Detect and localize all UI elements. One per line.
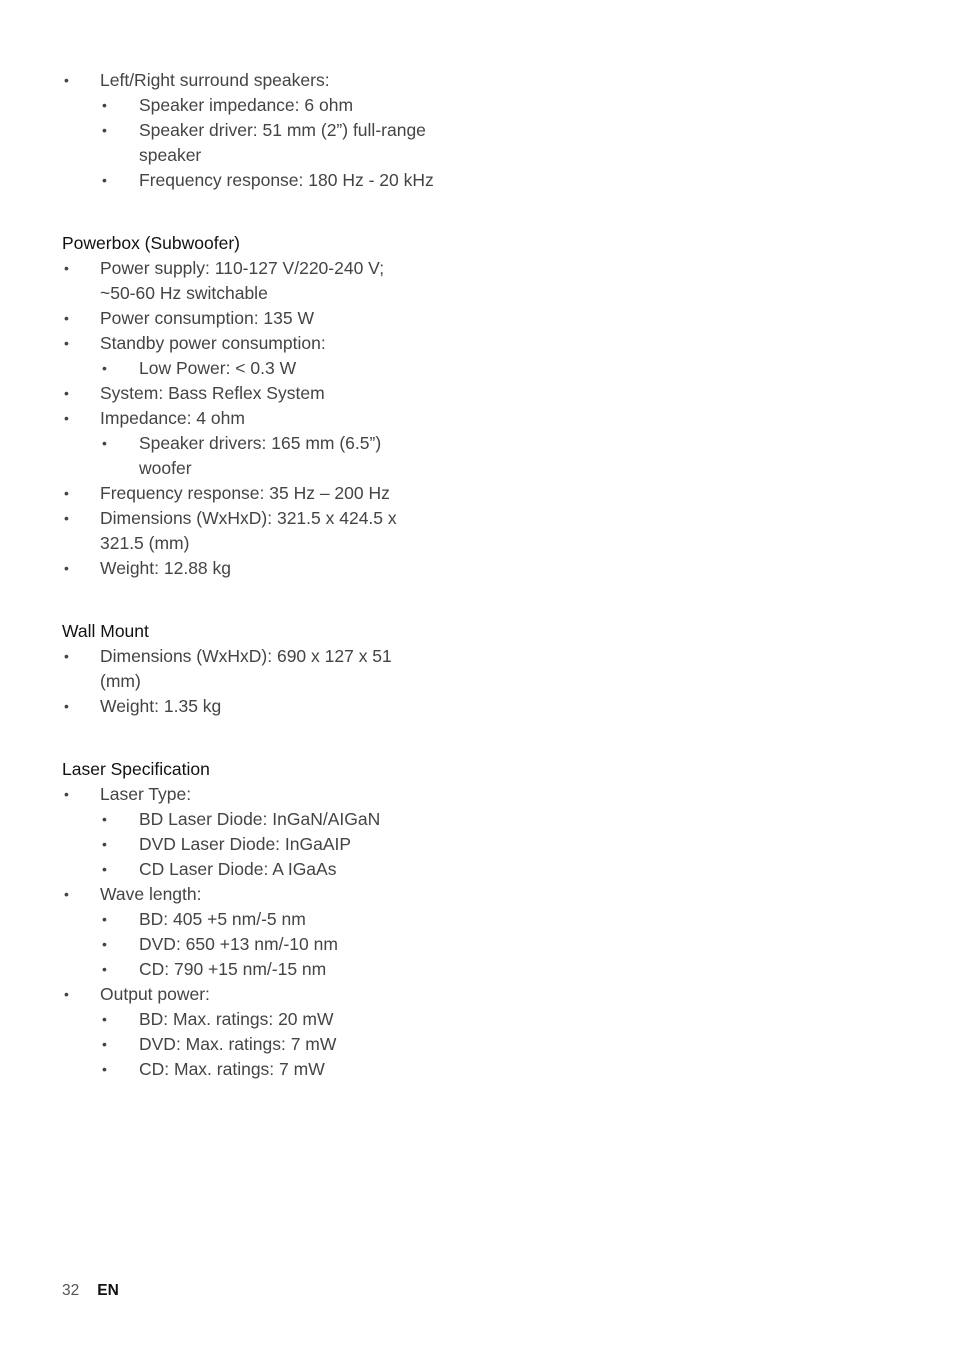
section-heading: Powerbox (Subwoofer) (62, 233, 240, 253)
spec-sublist (62, 1007, 462, 1082)
spec-item-text (62, 807, 462, 832)
spec-subitem (62, 118, 462, 168)
spec-item-text (62, 168, 462, 193)
spec-line: Impedance: 4 ohm (100, 408, 245, 428)
spec-item-text (62, 907, 462, 932)
spec-subitem (62, 1057, 462, 1082)
spec-item-text (62, 356, 462, 381)
spec-line: CD: Max. ratings: 7 mW (139, 1059, 325, 1079)
spec-line: speaker (139, 145, 202, 165)
spec-item-text (62, 556, 462, 581)
spec-line: Frequency response: 180 Hz - 20 kHz (139, 170, 434, 190)
spec-subitem (62, 431, 462, 481)
spec-item-text (62, 1032, 462, 1057)
spec-item (62, 68, 462, 193)
spec-item-text (62, 93, 462, 118)
spec-line: Left/Right surround speakers: (100, 70, 330, 90)
spec-line: Weight: 1.35 kg (100, 696, 222, 716)
bullet-icon: • (102, 122, 107, 138)
bullet-icon: • (64, 698, 69, 714)
spec-item-text (62, 782, 462, 807)
bullet-icon: • (102, 1011, 107, 1027)
bullet-icon: • (102, 861, 107, 877)
bullet-icon: • (64, 72, 69, 88)
spec-sublist (62, 356, 462, 381)
spec-item (62, 481, 462, 506)
page-footer (62, 1280, 119, 1302)
spec-line: Power supply: 110-127 V/220-240 V; (100, 258, 385, 278)
spec-line: woofer (139, 458, 192, 478)
bullet-icon: • (102, 811, 107, 827)
bullet-icon: • (102, 961, 107, 977)
bullet-icon: • (64, 310, 69, 326)
spec-line: Dimensions (WxHxD): 690 x 127 x 51 (100, 646, 392, 666)
spec-line: Speaker impedance: 6 ohm (139, 95, 354, 115)
bullet-icon: • (102, 360, 107, 376)
spec-list (62, 782, 462, 1082)
spec-item-text (62, 857, 462, 882)
bullet-icon: • (102, 435, 107, 451)
spec-sublist (62, 907, 462, 982)
spec-line: Wave length: (100, 884, 202, 904)
spec-item (62, 381, 462, 406)
bullet-icon: • (64, 385, 69, 401)
spec-line: Dimensions (WxHxD): 321.5 x 424.5 x (100, 508, 397, 528)
spec-item (62, 556, 462, 581)
bullet-icon: • (64, 335, 69, 351)
spec-line: BD: 405 +5 nm/-5 nm (139, 909, 306, 929)
bullet-icon: • (102, 1036, 107, 1052)
spec-subitem (62, 1007, 462, 1032)
language-code: EN (97, 1282, 119, 1299)
spec-item-text (62, 832, 462, 857)
spec-item-text (62, 694, 462, 719)
bullet-icon: • (64, 510, 69, 526)
spec-line: DVD Laser Diode: InGaAIP (139, 834, 352, 854)
bullet-icon: • (64, 986, 69, 1002)
spec-line: Frequency response: 35 Hz – 200 Hz (100, 483, 390, 503)
spec-item (62, 406, 462, 481)
spec-subitem (62, 807, 462, 832)
spec-item (62, 694, 462, 719)
spec-subitem (62, 832, 462, 857)
spec-item-text (62, 506, 462, 556)
spec-line: 321.5 (mm) (100, 533, 190, 553)
spec-item-text (62, 932, 462, 957)
bullet-icon: • (102, 172, 107, 188)
spec-section (62, 619, 462, 719)
spec-line: Power consumption: 135 W (100, 308, 314, 328)
bullet-icon: • (64, 260, 69, 276)
spec-subitem (62, 907, 462, 932)
specifications-content (62, 68, 462, 1082)
spec-line: System: Bass Reflex System (100, 383, 325, 403)
bullet-icon: • (102, 911, 107, 927)
section-heading: Wall Mount (62, 621, 149, 641)
spec-item-text (62, 431, 462, 481)
spec-item (62, 882, 462, 982)
spec-item-text (62, 882, 462, 907)
spec-line: Weight: 12.88 kg (100, 558, 232, 578)
bullet-icon: • (102, 1061, 107, 1077)
bullet-icon: • (64, 560, 69, 576)
spec-line: Low Power: < 0.3 W (139, 358, 297, 378)
spec-line: CD Laser Diode: A IGaAs (139, 859, 337, 879)
spec-item (62, 256, 462, 306)
spec-subitem (62, 1032, 462, 1057)
spec-line: Speaker driver: 51 mm (2”) full-range (139, 120, 426, 140)
spec-line: DVD: 650 +13 nm/-10 nm (139, 934, 338, 954)
spec-item (62, 506, 462, 556)
page-number: 32 (62, 1282, 80, 1299)
spec-subitem (62, 356, 462, 381)
spec-line: BD Laser Diode: InGaN/AIGaN (139, 809, 381, 829)
bullet-icon: • (64, 786, 69, 802)
spec-line: CD: 790 +15 nm/-15 nm (139, 959, 327, 979)
spec-list (62, 644, 462, 719)
spec-item-text (62, 957, 462, 982)
spec-item (62, 644, 462, 694)
bullet-icon: • (64, 410, 69, 426)
section-heading: Laser Specification (62, 759, 210, 779)
spec-section (62, 757, 462, 1082)
spec-line: BD: Max. ratings: 20 mW (139, 1009, 334, 1029)
bullet-icon: • (64, 648, 69, 664)
spec-item-text (62, 68, 462, 93)
spec-line: Standby power consumption: (100, 333, 326, 353)
spec-sublist (62, 807, 462, 882)
spec-item-text (62, 406, 462, 431)
spec-item (62, 982, 462, 1082)
spec-item-text (62, 256, 462, 306)
spec-subitem (62, 932, 462, 957)
spec-item (62, 331, 462, 381)
bullet-icon: • (102, 97, 107, 113)
spec-subitem (62, 93, 462, 118)
bullet-icon: • (64, 485, 69, 501)
spec-item (62, 306, 462, 331)
spec-item-text (62, 1007, 462, 1032)
spec-section (62, 231, 462, 581)
spec-item-text (62, 306, 462, 331)
spec-item-text (62, 331, 462, 356)
bullet-icon: • (102, 836, 107, 852)
bullet-icon: • (64, 886, 69, 902)
spec-line: Speaker drivers: 165 mm (6.5”) (139, 433, 382, 453)
spec-item-text (62, 381, 462, 406)
spec-item-text (62, 481, 462, 506)
spec-list (62, 256, 462, 581)
spec-subitem (62, 168, 462, 193)
spec-line: (mm) (100, 671, 141, 691)
spec-section (62, 68, 462, 193)
spec-line: ~50-60 Hz switchable (100, 283, 268, 303)
spec-item-text (62, 118, 462, 168)
spec-line: Output power: (100, 984, 210, 1004)
spec-list (62, 68, 462, 193)
spec-item (62, 782, 462, 882)
spec-subitem (62, 957, 462, 982)
spec-sublist (62, 93, 462, 193)
bullet-icon: • (102, 936, 107, 952)
spec-item-text (62, 1057, 462, 1082)
spec-sublist (62, 431, 462, 481)
spec-line: DVD: Max. ratings: 7 mW (139, 1034, 337, 1054)
spec-subitem (62, 857, 462, 882)
spec-item-text (62, 644, 462, 694)
spec-item-text (62, 982, 462, 1007)
spec-line: Laser Type: (100, 784, 192, 804)
